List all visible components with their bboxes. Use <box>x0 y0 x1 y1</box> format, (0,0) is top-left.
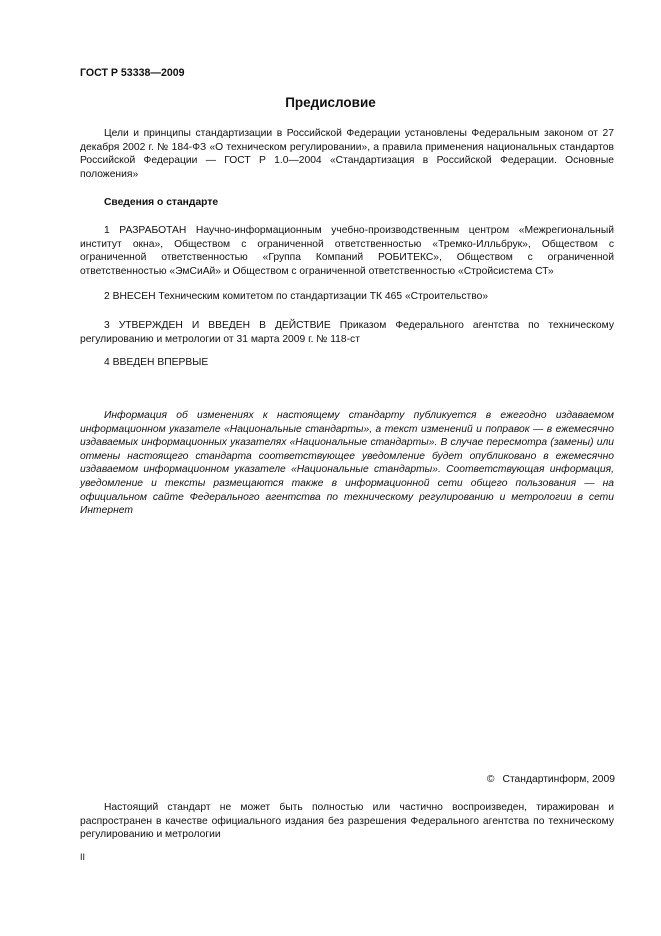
info-item-2: 2 ВНЕСЕН Техническим комитетом по стандартизации ТК 465 «Строительство» <box>104 291 489 302</box>
intro-paragraph: Цели и принципы стандартизации в Российской Федерации установлены Федеральным законом от 27 декабря 2002 г. № 184-ФЗ «О техническом регулировании», а правила применения национальных стандартов Российской Федерации — ГОСТ Р 1.0—2004 «Стандартизация в Российской Федерации. Основные положения» <box>80 128 614 180</box>
changes-notice-paragraph: Информация об изменениях к настоящему стандарту публикуется в ежегодно издаваемом информационном указателе «Национальные стандарты», а текст изменений и поправок — в ежемесячно издаваемых информационных указателях «Национальные стандарты». В случае пересмотра (замены) или отмены настоящего стандарта соответствующее уведомление будет опубликовано в ежемесячно издаваемом информационном указателе «Национальные стандарты». Соответствующая информация, уведомление и тексты размещаются также в информационной сети общего пользования — на официальном сайте Федерального агентства по техническому регулированию и метрологии в сети Интернет <box>80 410 614 517</box>
copyright-symbol: © <box>486 774 495 785</box>
page-number: II <box>80 852 86 862</box>
legal-notice-paragraph: Настоящий стандарт не может быть полностью или частично воспроизведен, тиражирован и распространен в качестве официального издания без разрешения Федерального агентства по техническому регулированию и метрологии <box>80 802 614 841</box>
document-id-header: ГОСТ Р 53338—2009 <box>80 67 185 79</box>
info-item-1: 1 РАЗРАБОТАН Научно-информационным учебно-производственным центром «Межрегиональный институт окна», Обществом с ограниченной ответственностью «Тремко-Илльбрук», Обществом с ограниченной ответственностью «Группа Компаний РОБИТЕКС», Обществом с ограниченной ответственностью «ЭмСиАй» и Обществом с ограниченной ответственностью «Стройсистема СТ» <box>80 225 614 277</box>
info-item-4: 4 ВВЕДЕН ВПЕРВЫЕ <box>104 357 209 368</box>
page-title: Предисловие <box>285 95 376 110</box>
info-item-3: 3 УТВЕРЖДЕН И ВВЕДЕН В ДЕЙСТВИЕ Приказом Федерального агентства по техническому регулированию и метрологии от 31 марта 2009 г. № 118-ст <box>80 320 614 345</box>
copyright-line <box>487 773 615 787</box>
info-heading: Сведения о стандарте <box>104 197 219 208</box>
copyright-text: Стандартинформ, 2009 <box>502 774 615 785</box>
